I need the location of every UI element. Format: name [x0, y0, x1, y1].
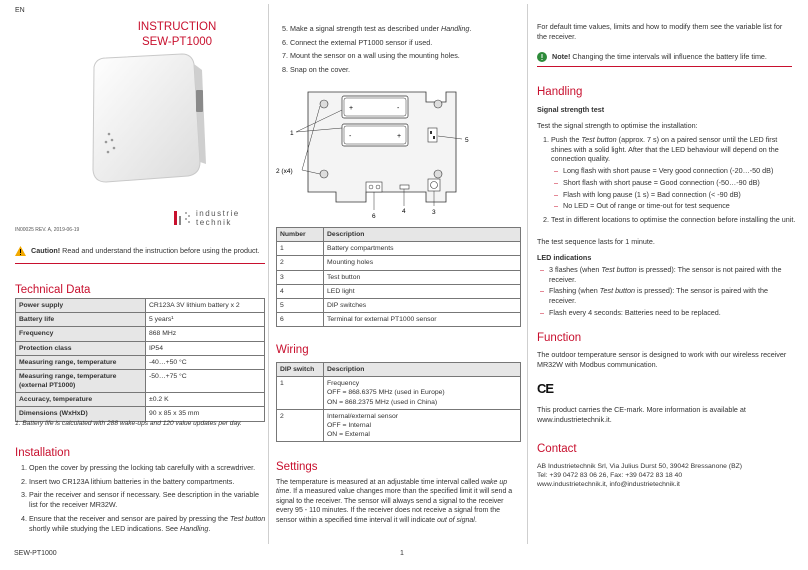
plus-mark: +: [349, 105, 354, 112]
column-middle: [276, 0, 521, 548]
spec-name: Measuring range, temperature: [16, 355, 146, 369]
table-footnote: 1. Battery life is calculated with 288 wake-ups and 120 value updates per day.: [15, 420, 242, 427]
signal-test-steps: [537, 135, 796, 229]
installation-steps-continued: [276, 24, 530, 79]
caution-text: Read and understand the instruction before using the product.: [60, 246, 260, 255]
function-text: The outdoor temperature sensor is designed to work with our wireless receiver MR32W with Modbus communication.: [537, 350, 787, 369]
contact-details: [537, 462, 792, 490]
title-line: SEW-PT1000: [141, 35, 213, 48]
spec-value: CR123A 3V lithium battery x 2: [146, 299, 265, 313]
dip-line: ON = External: [327, 431, 370, 439]
installation-step: 6. Connect the external PT1000 sensor if used.: [290, 38, 530, 48]
connection-level: – No LED = Out of range or time-out for test sequence: [563, 201, 796, 211]
table-row: [16, 369, 265, 392]
brand-logo: [172, 208, 240, 228]
connection-levels: [551, 166, 796, 211]
installation-heading: Installation: [15, 447, 70, 459]
table-row: [16, 327, 265, 341]
dip-line: ON = 868.2375 MHz (used in China): [327, 398, 438, 406]
installation-steps: [15, 463, 269, 537]
column-header: Description: [324, 363, 521, 377]
spec-name: Accuracy, temperature: [16, 393, 146, 407]
table-row: [277, 242, 521, 256]
contact-line: AB Industrietechnik Srl, Via Julius Durst 50, 39042 Bressanone (BZ): [537, 463, 743, 470]
intro-text: For default time values, limits and how to modify them see the variable list for the receiver.: [537, 22, 783, 41]
spec-value: IP54: [146, 341, 265, 355]
page-title: [102, 20, 252, 50]
dip-line: Frequency: [327, 380, 360, 388]
part-description: Terminal for external PT1000 sensor: [324, 313, 521, 327]
ce-text: This product carries the CE-mark. More information is available at www.industrietechnik.it.: [537, 405, 746, 424]
table-row: [277, 284, 521, 298]
spec-name: Measuring range, temperature (external PT1000): [16, 369, 146, 392]
warning-icon: [15, 246, 26, 256]
spec-name: Power supply: [16, 299, 146, 313]
table-row: [16, 341, 265, 355]
callout-4: 4: [402, 208, 406, 215]
table-row: [16, 313, 265, 327]
technical-data-heading: Technical Data: [15, 284, 91, 296]
emphasis: wake up time: [276, 479, 508, 496]
table-row: [277, 256, 521, 270]
caution-note: [15, 246, 265, 256]
table-row: [277, 270, 521, 284]
connection-level: – Short flash with short pause = Good connection (-50…-90 dB): [563, 178, 796, 188]
settings-text: The temperature is measured at an adjustable time interval called wake up time. If a measured value changes more than the specified limit it will send a signal to the receiver. The sensor will always send a signal to the receiver every 95 - 110 minutes. If the receiver does not receive a signal from the sensor within a specified time interval it will indicate out of signal.: [276, 479, 513, 524]
part-description: LED light: [324, 284, 521, 298]
document-reference: IN00025 REV. A, 2019-06-19: [15, 227, 80, 233]
dip-line: OFF = Internal: [327, 421, 372, 429]
part-number: 4: [277, 284, 324, 298]
info-icon: [537, 52, 547, 62]
emphasis: Test button: [599, 286, 636, 296]
callout-2: 2 (x4): [276, 168, 293, 175]
signal-test-intro: Test the signal strength to optimise the installation:: [537, 121, 698, 130]
title-line: INSTRUCTION: [137, 21, 217, 33]
page-number: 1: [400, 550, 404, 557]
step: [551, 135, 796, 211]
callout-3: 3: [432, 209, 436, 216]
dip-line: Internal/external sensor: [327, 412, 399, 420]
minus-mark: -: [397, 105, 400, 112]
ce-mark: CE: [537, 381, 554, 396]
dip-number: 1: [277, 377, 324, 410]
part-description: Test button: [324, 270, 521, 284]
note-text: Changing the time intervals will influence the battery life time.: [570, 52, 767, 61]
contact-line: Tel: +39 0472 83 06 26, Fax: +39 0472 83 18 40: [537, 472, 683, 480]
step: [551, 215, 796, 225]
spec-name: Dimensions (WxHxD): [16, 407, 146, 421]
installation-step: 7. Mount the sensor on a wall using the mounting holes.: [290, 51, 530, 61]
table-row: [277, 298, 521, 312]
installation-step: 2. Insert two CR123A lithium batteries in the battery compartments.: [29, 477, 269, 487]
callout-1: 1: [290, 130, 294, 137]
plus-mark: +: [397, 133, 402, 140]
spec-name: Frequency: [16, 327, 146, 341]
board-diagram: [276, 88, 521, 220]
contact-heading: Contact: [537, 443, 577, 455]
divider: [15, 263, 265, 264]
installation-step: 1. Open the cover by pressing the locking tab carefully with a screwdriver.: [29, 463, 269, 473]
emphasis: Test button: [601, 265, 637, 274]
table-row: [277, 377, 521, 410]
led-indication: – Flashing (when Test button is pressed): The sensor is paired with the receiver.: [549, 286, 794, 305]
divider: [537, 66, 792, 67]
column-header: Number: [277, 228, 324, 242]
part-description: Battery compartments: [324, 242, 521, 256]
installation-step: 5. Make a signal strength test as described under Handling.: [290, 24, 530, 34]
spec-value: -40…+50 °C: [146, 355, 265, 369]
table-row: [16, 407, 265, 421]
note-label: Note!: [552, 52, 571, 61]
contact-line: www.industrietechnik.it, info@industrietechnik.it: [537, 481, 680, 489]
product-photo: [84, 52, 209, 187]
signal-test-subheading: Signal strength test: [537, 105, 605, 114]
part-number: 6: [277, 313, 324, 327]
spec-name: Battery life: [16, 313, 146, 327]
callout-6: 6: [372, 213, 376, 220]
connection-level: – Flash with long pause (1 s) = Bad connection (< -90 dB): [563, 190, 796, 200]
function-heading: Function: [537, 332, 582, 344]
dip-line: OFF = 868.6375 MHz (used in Europe): [327, 389, 445, 397]
part-number: 5: [277, 298, 324, 312]
spec-value: ±0.2 K: [146, 393, 265, 407]
logo-text: industrie: [196, 208, 240, 218]
dip-description: [324, 377, 521, 410]
dip-number: 2: [277, 409, 324, 442]
spec-value: 5 years¹: [146, 313, 265, 327]
led-indication: – Flash every 4 seconds: Batteries need to be replaced.: [549, 308, 794, 318]
step-text: Test in different locations to optimise the connection before installing the unit.: [551, 215, 796, 225]
part-number: 1: [277, 242, 324, 256]
language-code: EN: [15, 7, 25, 14]
installation-step: 8. Snap on the cover.: [290, 65, 530, 75]
handling-heading: Handling: [537, 86, 583, 98]
spec-name: Protection class: [16, 341, 146, 355]
test-duration: The test sequence lasts for 1 minute.: [537, 237, 655, 246]
logo-text: technik: [196, 218, 232, 227]
callout-5: 5: [465, 137, 469, 144]
table-row: [16, 393, 265, 407]
column-right: [537, 0, 795, 548]
emphasis: out of signal: [437, 516, 475, 524]
wiring-table: [276, 362, 521, 442]
table-row: [16, 299, 265, 313]
part-number: 2: [277, 256, 324, 270]
column-divider: [527, 4, 528, 544]
connection-level: – Long flash with short pause = Very good connection (-20…-50 dB): [563, 166, 796, 176]
column-header: Description: [324, 228, 521, 242]
led-indications: [537, 265, 794, 320]
emphasis: Test button: [581, 135, 617, 144]
technical-data-table: [15, 298, 265, 422]
installation-step: 4. Ensure that the receiver and sensor are paired by pressing the Test button shortly while studying the LED indications. See Handling.: [29, 514, 269, 533]
spec-value: -50…+75 °C: [146, 369, 265, 392]
column-header: DIP switch: [277, 363, 324, 377]
parts-table: [276, 227, 521, 327]
logo-mark-icon: [172, 208, 192, 228]
led-subheading: LED indications: [537, 253, 592, 262]
note: [537, 52, 792, 62]
led-indication: – 3 flashes (when Test button is pressed): The sensor is not paired with the receiver.: [549, 265, 794, 284]
emphasis: Test button: [229, 513, 266, 523]
installation-step: 3. Pair the receiver and sensor if necessary. See description in the variable list for the receiver MR32W.: [29, 490, 269, 509]
table-row: [277, 409, 521, 442]
minus-mark: -: [349, 133, 352, 140]
emphasis: Handling: [180, 523, 209, 533]
part-description: Mounting holes: [324, 256, 521, 270]
table-row: [277, 313, 521, 327]
wiring-heading: Wiring: [276, 344, 309, 356]
part-number: 3: [277, 270, 324, 284]
column-left: [12, 0, 266, 548]
caution-label: Caution!: [31, 246, 61, 255]
dip-description: [324, 409, 521, 442]
table-row: [16, 355, 265, 369]
step-text: Push the Test button (approx. 7 s) on a paired sensor until the LED first shines with a solid light. After that the LED behaviour will depend on the connection quality.: [551, 135, 779, 164]
part-description: DIP switches: [324, 298, 521, 312]
footer-doc-name: SEW-PT1000: [14, 550, 57, 557]
spec-value: 868 MHz: [146, 327, 265, 341]
settings-heading: Settings: [276, 461, 318, 473]
spec-value: 90 x 85 x 35 mm: [146, 407, 265, 421]
emphasis: Handling: [441, 24, 470, 33]
